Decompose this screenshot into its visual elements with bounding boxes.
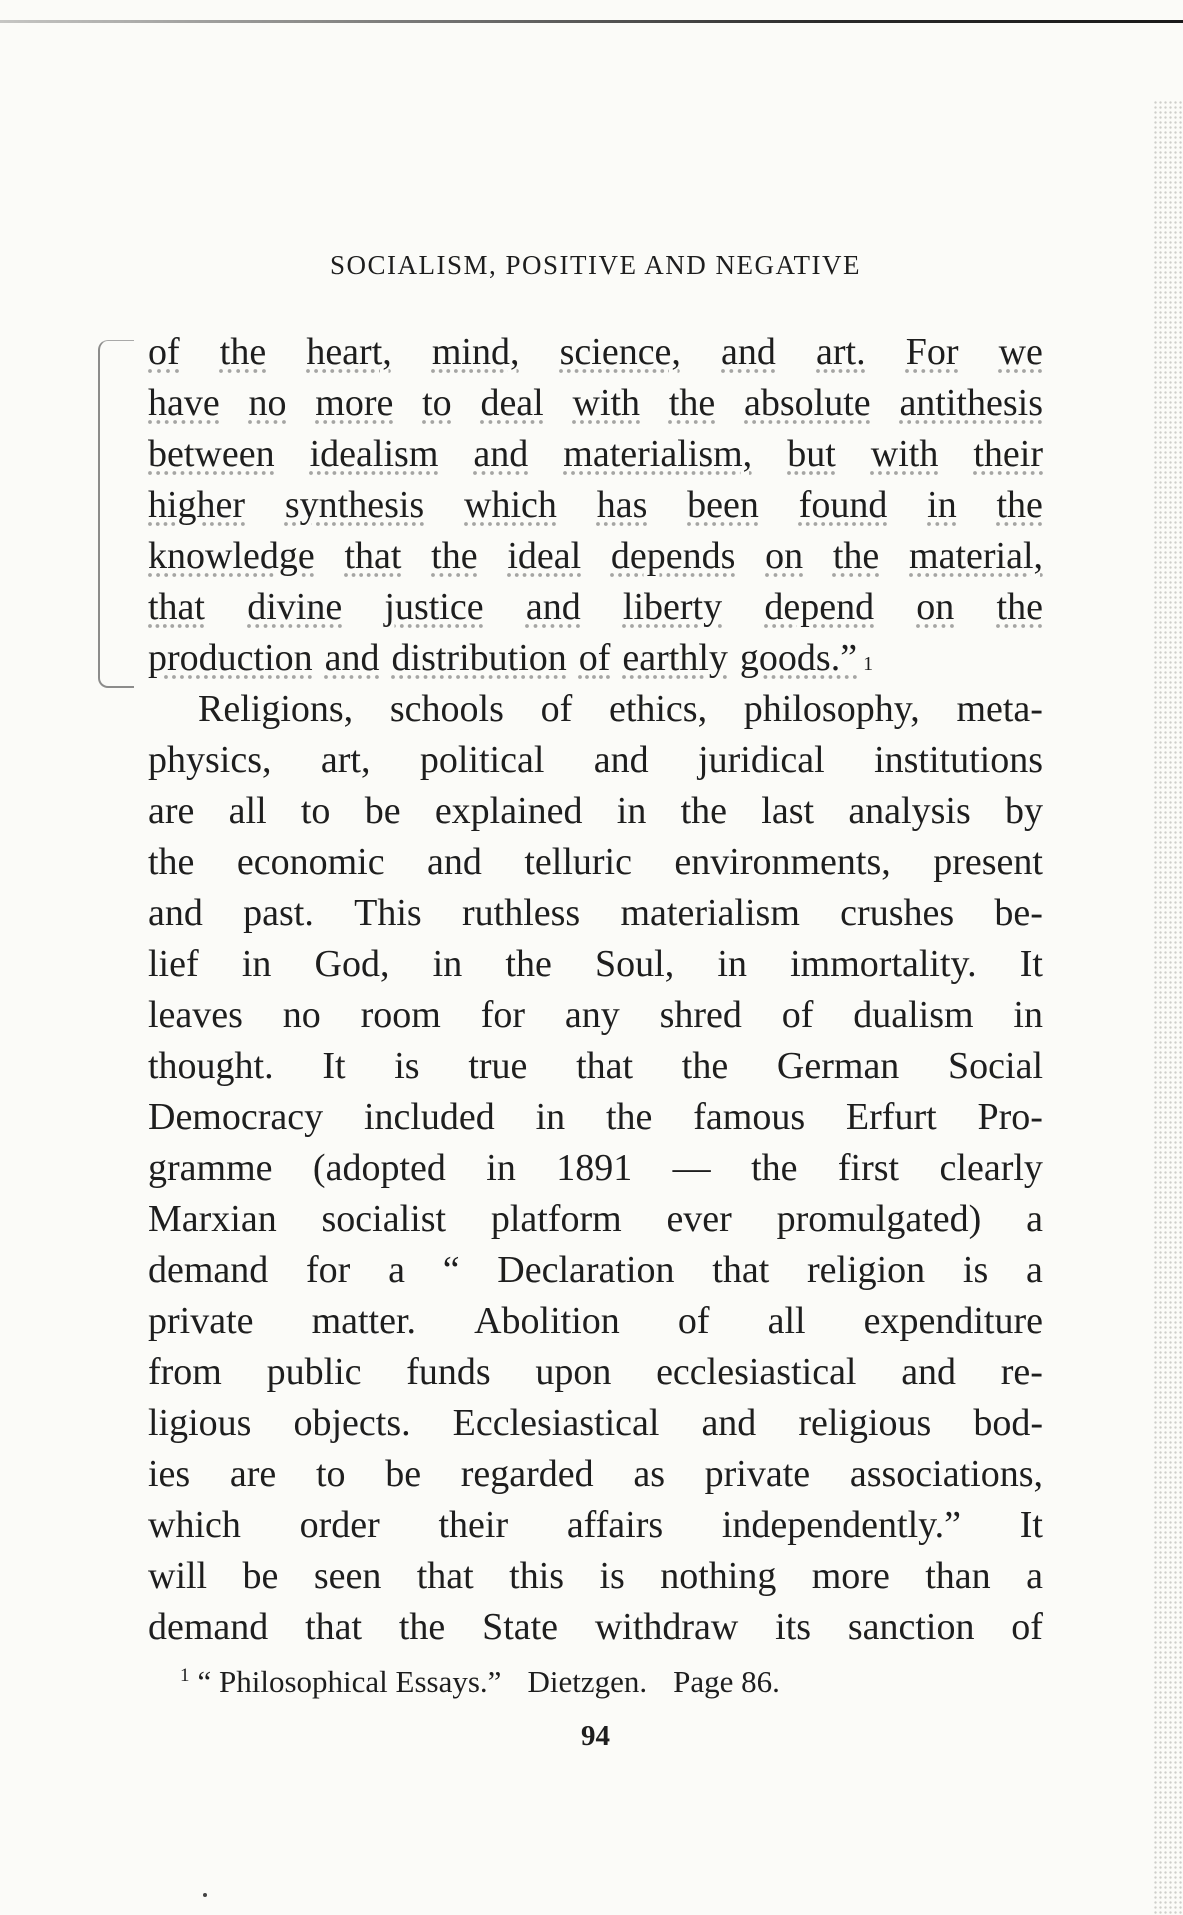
margin-bracket-mark [98,340,134,688]
text-line: private matter. Abolition of all expenditure [148,1300,1043,1342]
text-line: from public funds upon ecclesiastical and re- [148,1351,1043,1393]
footnote [180,1664,780,1700]
footnote-title: “ Philosophical Essays.” [197,1664,502,1699]
text-line: physics, art, political and juridical institutions [148,739,1043,781]
text-line: ies are to be regarded as private associations, [148,1453,1043,1495]
text-line: Marxian socialist platform ever promulgated) a [148,1198,1043,1240]
text-line: demand for a “ Declaration that religion is a [148,1249,1043,1291]
text-line: thought. It is true that the German Social [148,1045,1043,1087]
running-head: SOCIALISM, POSITIVE AND NEGATIVE [330,250,861,280]
text-line: and past. This ruthless materialism crushes be- [148,892,1043,934]
text-line: the economic and telluric environments, present [148,841,1043,883]
text-line: gramme (adopted in 1891 — the first clearly [148,1147,1043,1189]
text-line: are all to be explained in the last analysis by [148,790,1043,832]
text-line: higher synthesis which has been found in the [148,484,1043,526]
page-edge-texture [1153,100,1183,1915]
text-line: will be seen that this is nothing more than a [148,1555,1043,1597]
text-line: knowledge that the ideal depends on the material, [148,535,1043,577]
text-line: of the heart, mind, science, and art. For we [148,331,1043,373]
body-text [148,327,1043,1653]
text-line: production and distribution of earthly goods.” 1 [148,637,874,679]
text-line: leaves no room for any shred of dualism in [148,994,1043,1036]
footnote-marker: 1 [180,1664,190,1686]
text-line: Religions, schools of ethics, philosophy, meta- [198,688,1043,730]
text-line: between idealism and materialism, but with their [148,433,1043,475]
text-line: have no more to deal with the absolute antithesis [148,382,1043,424]
text-line: which order their affairs independently.” It [148,1504,1043,1546]
footnote-page: Page 86. [673,1664,780,1699]
footnote-author: Dietzgen. [527,1664,648,1699]
text-line: Democracy included in the famous Erfurt Pro- [148,1096,1043,1138]
text-line: that divine justice and liberty depend on the [148,586,1043,628]
paper-speck [203,1893,207,1897]
text-line: lief in God, in the Soul, in immortality. It [148,943,1043,985]
page-number: 94 [581,1720,610,1752]
text-line: demand that the State withdraw its sanction of [148,1606,1043,1648]
text-line: ligious objects. Ecclesiastical and religious bod- [148,1402,1043,1444]
top-rule [0,20,1183,23]
